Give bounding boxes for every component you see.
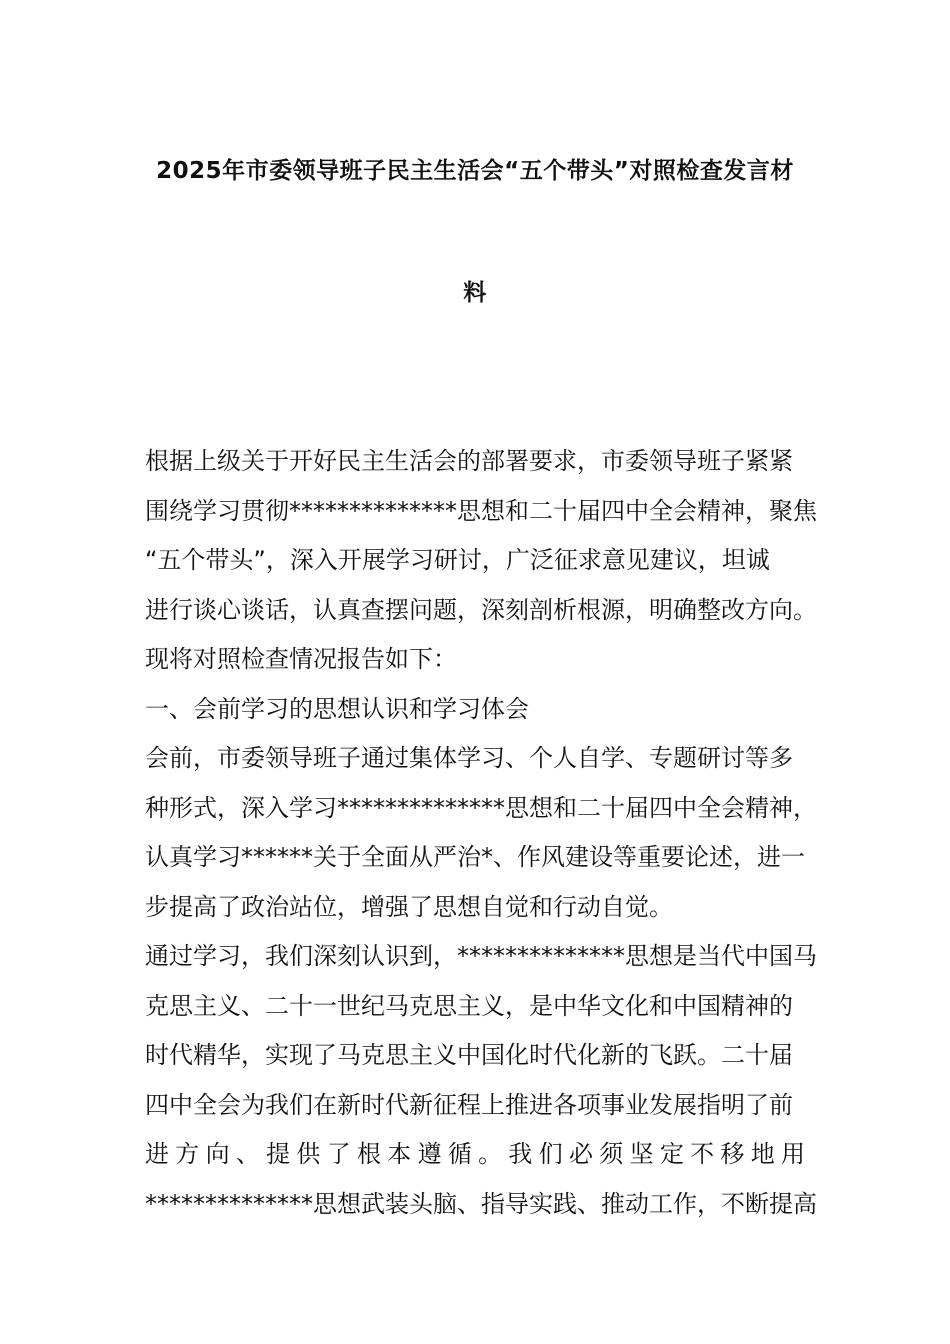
document-title-line-2: 料	[463, 280, 487, 306]
body-line: 根据上级关于开好民主生活会的部署要求，市委领导班子紧紧	[145, 447, 793, 475]
body-line: 四中全会为我们在新时代新征程上推进各项事业发展指明了前	[145, 1090, 793, 1119]
body-line: 会前，市委领导班子通过集体学习、个人自学、专题研讨等多	[145, 744, 793, 772]
body-line: “五个带头”，深入开展学习研讨，广泛征求意见建议，坦诚	[145, 546, 770, 574]
document-body	[145, 443, 825, 1235]
section-heading: 一、会前学习的思想认识和学习体会	[145, 694, 529, 723]
body-line: 时代精华，实现了马克思主义中国化时代化新的飞跃。二十届	[145, 1041, 793, 1069]
document-title-line-1: 2025年市委领导班子民主生活会“五个带头”对照检查发言材	[156, 158, 794, 184]
body-line: **************思想武装头脑、指导实践、推动工作，不断提高	[145, 1189, 817, 1218]
body-line: 现将对照检查情况报告如下：	[145, 645, 457, 673]
body-line: 围绕学习贯彻**************思想和二十届四中全会精神，聚焦	[145, 496, 817, 525]
body-line: 步提高了政治站位，增强了思想自觉和行动自觉。	[145, 892, 673, 921]
body-line: 进方向、提供了根本遵循。我们必须坚定不移地用	[145, 1140, 805, 1168]
body-line: 认真学习******关于全面从严治*、作风建设等重要论述，进一	[145, 843, 805, 871]
body-line: 进行谈心谈话，认真查摆问题，深刻剖析根源，明确整改方向。	[145, 595, 817, 624]
body-line: 通过学习，我们深刻认识到，**************思想是当代中国马	[145, 942, 817, 970]
body-line: 克思主义、二十一世纪马克思主义，是中华文化和中国精神的	[145, 991, 793, 1020]
body-line: 种形式，深入学习**************思想和二十届四中全会精神，	[145, 793, 817, 822]
